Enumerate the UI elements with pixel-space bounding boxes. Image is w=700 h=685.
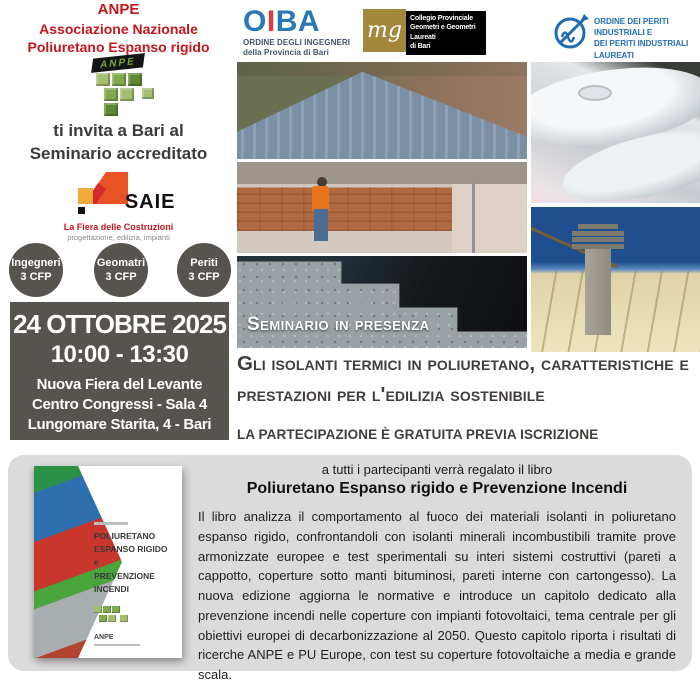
cfp-badge-ingegneri <box>9 243 63 297</box>
photo-ceiling-ducts <box>531 62 700 203</box>
saie-tagline: La Fiera delle Costruzioni <box>63 222 174 232</box>
seminar-title: Gli isolanti termici in poliuretano, caratteristiche e prestazioni per l'edilizia sostenibile <box>237 352 689 406</box>
photo-construction-worker <box>237 162 527 253</box>
gift-intro: a tutti i partecipanti verrà regalato il libro <box>321 462 553 477</box>
anpe-logo-block <box>142 88 154 99</box>
cover-anpe-block <box>99 615 107 622</box>
cover-publisher-line <box>94 522 128 525</box>
anpe-association-header <box>0 0 237 56</box>
book-gift-panel <box>8 455 692 682</box>
cover-anpe-block <box>112 606 120 613</box>
photo-worker-legs <box>314 209 328 241</box>
anpe-logo <box>90 56 154 118</box>
cover-title-line: INCENDI <box>94 583 129 594</box>
photo-chimney-cap <box>572 231 624 236</box>
cover-publisher: ANPE <box>94 633 114 641</box>
collegio-line3: di Bari <box>410 43 431 51</box>
seminar-mode-label: Seminario in presenza <box>247 314 430 335</box>
anpe-logo-block <box>112 73 126 86</box>
cover-title-line: PREVENZIONE <box>94 570 155 581</box>
photo-chimney-cap <box>572 237 624 242</box>
periti-logo <box>551 12 591 57</box>
invite-line2: Seminario accreditato <box>29 143 208 163</box>
anpe-line2: Poliuretano Espanso rigido <box>27 38 210 55</box>
periti-line2: DEI PERITI INDUSTRIALI LAUREATI <box>594 39 689 60</box>
collegio-geometri-emblem <box>363 9 406 52</box>
cover-title-line: ESPANSO RIGIDO <box>94 544 168 555</box>
event-details-box <box>10 302 229 440</box>
event-date: 24 OTTOBRE 2025 <box>13 309 226 339</box>
badge-credits: 3 CFP <box>188 271 220 283</box>
photo-roof-background <box>237 62 527 76</box>
oiba-logo <box>243 6 353 58</box>
cover-publisher-subline <box>94 644 140 646</box>
saie-subline: progettazione, edilizia, impianti <box>67 233 170 242</box>
anpe-logo-block <box>96 73 110 86</box>
cover-anpe-block <box>103 606 111 613</box>
photo-worker-vest <box>312 186 329 212</box>
venue-line3: Lungomare Starita, 4 - Bari <box>27 415 212 433</box>
photo-pole <box>472 182 475 253</box>
collegio-geometri-label <box>406 11 486 55</box>
photo-vent <box>578 85 612 101</box>
anpe-name: ANPE <box>97 1 140 18</box>
cover-title-line: POLIURETANO <box>94 531 156 541</box>
periti-line1: ORDINE DEI PERITI INDUSTRIALI E <box>594 17 669 38</box>
badge-profession: Geomatri <box>96 256 146 269</box>
badge-credits: 3 CFP <box>105 271 137 283</box>
badge-credits: 3 CFP <box>20 271 52 283</box>
oiba-letter-red: I <box>266 5 276 38</box>
collegio-line2: Geometri e Geometri Laureati <box>410 24 476 41</box>
photo-chimney-cap <box>572 244 624 249</box>
venue-line1: Nuova Fiera del Levante <box>36 376 203 393</box>
saie-logo <box>0 166 237 242</box>
venue-line2: Centro Congressi - Sala 4 <box>31 395 208 413</box>
anpe-logo-block <box>128 73 142 86</box>
photo-insulation-boards <box>237 256 527 348</box>
cover-anpe-block <box>108 615 116 622</box>
saie-name: SAIE <box>124 191 176 213</box>
cover-title-line: e <box>94 557 99 568</box>
photo-chimney <box>585 245 611 335</box>
gift-book-title: Poliuretano Espanso rigido e Prevenzione Incendi <box>246 480 628 497</box>
gift-book-description: Il libro analizza il comportamento al fuoco dei materiali isolanti in poliuretano espanso rigido, confrontandoli con isolanti minerali incombustibili tramite prove armonizzate europee e test sperimentali su interi sistemi costruttivi (pareti a cappotto, coperture sotto manti bituminosi, pareti interne con cartongesso). La nuova edizione aggiorna le normative e introduce un capitolo dedicato alla prevenzione incendi nelle coperture con impianti fotovoltaici, tema centrale per gli obiettivi europei di decarbonizzazione al 2050. Questo capitolo riporta i risultati di ricerche ANPE e PU Europe, con test su coperture fotovoltaiche a media e grande scala. <box>198 509 676 682</box>
oiba-letters: BA <box>275 5 321 38</box>
photo-roof-panels <box>237 72 527 159</box>
oiba-wordmark <box>243 6 353 38</box>
registration-notice: LA PARTECIPAZIONE È GRATUITA PREVIA ISCRIZIONE <box>237 427 599 442</box>
cover-anpe-block <box>120 615 128 622</box>
cover-anpe-logo <box>94 606 176 628</box>
anpe-logo-band: ANPE <box>91 53 145 73</box>
collegio-monogram: mg <box>367 18 402 43</box>
photo-foam-roof-chimney <box>531 207 700 352</box>
oiba-subline1: ORDINE DEGLI INGEGNERI <box>243 37 351 47</box>
saie-logo-graphic <box>54 166 184 216</box>
cover-anpe-block <box>94 606 102 613</box>
invite-line1: ti invita a Bari al <box>53 121 184 140</box>
cfp-badge-periti <box>177 243 231 297</box>
photo-chimney-cap <box>578 224 618 229</box>
collegio-line1: Collegio Provinciale <box>410 15 473 22</box>
event-time: 10:00 - 13:30 <box>50 341 189 368</box>
invitation-text <box>0 120 237 166</box>
photo-foam-ridges <box>531 271 700 352</box>
periti-emblem-icon <box>551 12 591 52</box>
anpe-logo-block <box>120 88 134 101</box>
cfp-badge-geometri <box>94 243 148 297</box>
oiba-letter: O <box>243 5 267 38</box>
badge-profession: Periti <box>190 256 218 269</box>
photo-brick-wall <box>237 187 452 231</box>
photo-plaster-wall <box>452 184 527 253</box>
book-cover-text <box>94 522 176 651</box>
photo-metal-roof <box>237 62 527 159</box>
book-cover <box>34 466 182 658</box>
oiba-subline2: della Provincia di Bari <box>243 47 329 57</box>
anpe-logo-block <box>104 103 118 116</box>
anpe-logo-block <box>104 88 118 101</box>
book-gift-text <box>198 462 676 685</box>
badge-profession: Ingegneri <box>11 256 61 269</box>
anpe-line1: Associazione Nazionale <box>39 20 198 37</box>
